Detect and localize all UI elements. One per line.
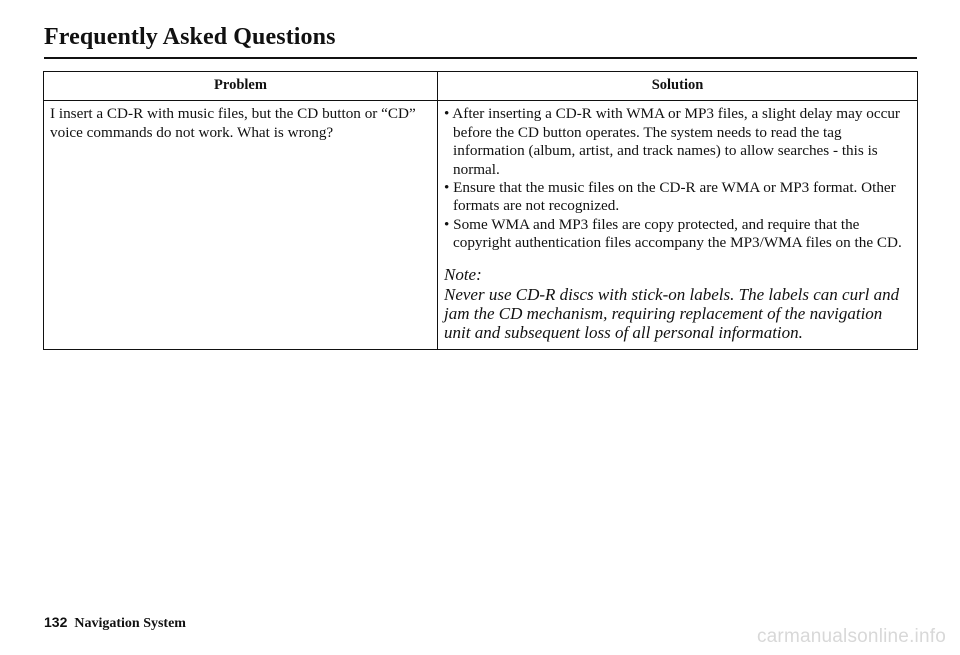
problem-cell: I insert a CD-R with music files, but the CD button or “CD” voice commands do not work. What is wrong? xyxy=(44,101,438,349)
solution-cell xyxy=(438,101,918,349)
column-header-problem: Problem xyxy=(44,72,438,101)
solution-item xyxy=(444,179,911,216)
title-divider xyxy=(44,57,917,59)
solution-item xyxy=(444,105,911,179)
page-title: Frequently Asked Questions xyxy=(44,24,336,50)
page-number: 132 xyxy=(44,614,68,630)
solution-item-text: Some WMA and MP3 files are copy protected, and require that the copyright authentication files accompany the MP3/WMA files on the CD. xyxy=(453,215,902,252)
solution-item xyxy=(444,216,911,253)
table-header-row xyxy=(44,72,918,101)
bullet-icon: • xyxy=(444,215,450,233)
column-header-solution: Solution xyxy=(438,72,918,101)
bullet-icon: • xyxy=(444,179,450,197)
faq-table xyxy=(43,71,918,350)
page-footer xyxy=(44,614,186,632)
note-body: Never use CD-R discs with stick-on labels. The labels can curl and jam the CD mechanism, requiring replacement of the navigation unit and subsequent loss of all personal information. xyxy=(444,284,900,342)
bullet-icon: • xyxy=(444,105,450,123)
table-row xyxy=(44,101,918,349)
note-heading: Note: xyxy=(444,264,482,284)
footer-label: Navigation System xyxy=(74,616,186,631)
solution-item-text: Ensure that the music files on the CD-R are WMA or MP3 format. Other formats are not recognized. xyxy=(453,179,896,215)
solution-item-text: After inserting a CD-R with WMA or MP3 files, a slight delay may occur before the CD button operates. The system needs to read the tag information (album, artist, and track names) to allow searches - this is normal. xyxy=(452,105,900,178)
watermark: carmanualsonline.info xyxy=(756,626,946,647)
solution-list xyxy=(444,105,911,252)
